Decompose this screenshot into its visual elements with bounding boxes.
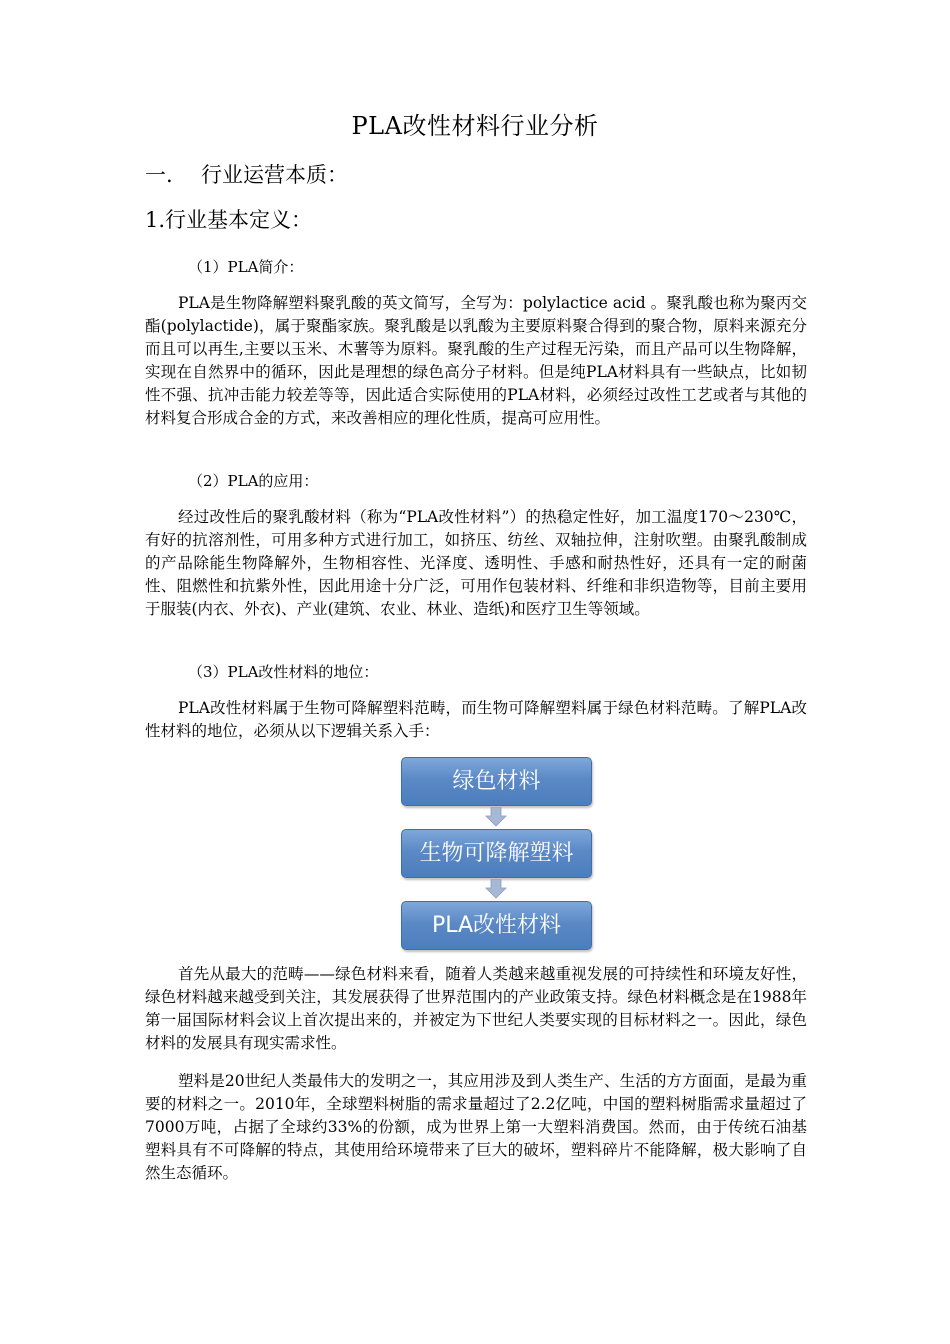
document-title: PLA改性材料行业分析 bbox=[351, 112, 599, 140]
hierarchy-diagram bbox=[401, 757, 592, 953]
section-label: 行业运营本质： bbox=[201, 163, 348, 187]
section-heading bbox=[145, 162, 348, 188]
down-arrow-icon bbox=[485, 879, 507, 899]
diagram-box-biodegradable-plastic: 生物可降解塑料 bbox=[401, 829, 592, 878]
subsection-heading: 1.行业基本定义： bbox=[145, 208, 313, 232]
section-number: 一. bbox=[145, 163, 173, 187]
paragraph-plastics: 塑料是20世纪人类最伟大的发明之一，其应用涉及到人类生产、生活的方方面面，是最为重要的材料之一。2010年，全球塑料树脂的需求量超过了2.2亿吨，中国的塑料树脂需求量超过了7000万吨，占据了全球约33%的份额，成为世界上第一大塑料消费国。然而，由于传统石油基塑料具有不可降解的特点，其使用给环境带来了巨大的破坏，塑料碎片不能降解，极大影响了自然生态循环。 bbox=[145, 1072, 807, 1182]
subheading-pla-application: （2）PLA的应用： bbox=[188, 472, 319, 490]
subheading-pla-position: （3）PLA改性材料的地位： bbox=[188, 663, 379, 681]
diagram-box-green-material: 绿色材料 bbox=[401, 757, 592, 806]
down-arrow-icon bbox=[485, 807, 507, 827]
diagram-box-pla-modified-material: PLA改性材料 bbox=[401, 901, 592, 950]
paragraph-green-material: 首先从最大的范畴——绿色材料来看，随着人类越来越重视发展的可持续性和环境友好性，绿色材料越来越受到关注，其发展获得了世界范围内的产业政策支持。绿色材料概念是在1988年第一届国际材料会议上首次提出来的，并被定为下世纪人类要实现的目标材料之一。因此，绿色材料的发展具有现实需求性。 bbox=[145, 965, 807, 1052]
paragraph-pla-position: PLA改性材料属于生物可降解塑料范畴，而生物可降解塑料属于绿色材料范畴。了解PLA改性材料的地位，必须从以下逻辑关系入手： bbox=[145, 699, 807, 740]
paragraph-pla-intro: PLA是生物降解塑料聚乳酸的英文简写，全写为：polylactice acid 。聚乳酸也称为聚丙交酯(polylactide)，属于聚酯家族。聚乳酸是以乳酸为主要原料聚合得到的聚合物，原料来源充分而且可以再生,主要以玉米、木薯等为原料。聚乳酸的生产过程无污染，而且产品可以生物降解，实现在自然界中的循环，因此是理想的绿色高分子材料。但是纯PLA材料具有一些缺点，比如韧性不强、抗冲击能力较差等等，因此适合实际使用的PLA材料，必须经过改性工艺或者与其他的材料复合形成合金的方式，来改善相应的理化性质，提高可应用性。 bbox=[145, 294, 807, 427]
subheading-pla-intro: （1）PLA简介： bbox=[188, 258, 304, 276]
paragraph-pla-application: 经过改性后的聚乳酸材料（称为“PLA改性材料”）的热稳定性好，加工温度170～230℃，有好的抗溶剂性，可用多种方式进行加工，如挤压、纺丝、双轴拉伸，注射吹塑。由聚乳酸制成的产品除能生物降解外，生物相容性、光泽度、透明性、手感和耐热性好，还具有一定的耐菌性、阻燃性和抗紫外性，因此用途十分广泛，可用作包装材料、纤维和非织造物等，目前主要用于服装(内衣、外衣)、产业(建筑、农业、林业、造纸)和医疗卫生等领域。 bbox=[145, 508, 807, 618]
